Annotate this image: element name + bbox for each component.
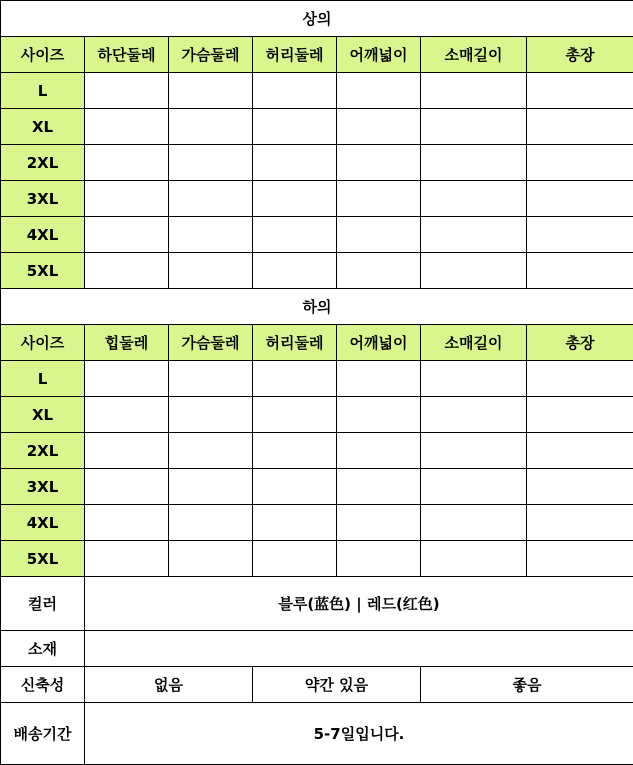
bottom-row-4xl — [1, 505, 633, 541]
bottom-cell — [421, 361, 527, 397]
bottom-header-sleeve: 소매길이 — [421, 325, 527, 361]
bottom-cell — [337, 433, 421, 469]
stretch-label: 신축성 — [1, 667, 85, 703]
top-cell — [527, 145, 633, 181]
top-cell — [253, 217, 337, 253]
top-header-size: 사이즈 — [1, 37, 85, 73]
bottom-row-xl — [1, 397, 633, 433]
bottom-cell — [337, 469, 421, 505]
top-cell — [527, 109, 633, 145]
bottom-cell — [527, 361, 633, 397]
bottom-cell — [527, 469, 633, 505]
bottom-section-title-row — [1, 289, 633, 325]
top-cell — [337, 73, 421, 109]
top-header-waist: 허리둘레 — [253, 37, 337, 73]
bottom-size-label: 4XL — [1, 505, 85, 541]
top-cell — [169, 253, 253, 289]
bottom-size-label: 2XL — [1, 433, 85, 469]
bottom-size-label: 5XL — [1, 541, 85, 577]
top-cell — [85, 253, 169, 289]
top-cell — [253, 109, 337, 145]
top-row-4xl — [1, 217, 633, 253]
bottom-row-2xl — [1, 433, 633, 469]
color-row — [1, 577, 633, 631]
bottom-cell — [527, 397, 633, 433]
bottom-header-waist: 허리둘레 — [253, 325, 337, 361]
bottom-cell — [421, 433, 527, 469]
top-cell — [421, 109, 527, 145]
top-cell — [527, 181, 633, 217]
top-section-title-row — [1, 1, 633, 37]
top-size-label: L — [1, 73, 85, 109]
bottom-cell — [169, 505, 253, 541]
stretch-option-good: 좋음 — [421, 667, 633, 703]
top-cell — [85, 217, 169, 253]
top-header-length: 총장 — [527, 37, 633, 73]
top-size-label: 4XL — [1, 217, 85, 253]
bottom-cell — [85, 541, 169, 577]
bottom-cell — [253, 397, 337, 433]
top-cell — [421, 253, 527, 289]
top-cell — [421, 73, 527, 109]
bottom-cell — [527, 541, 633, 577]
top-cell — [253, 181, 337, 217]
bottom-cell — [421, 397, 527, 433]
bottom-cell — [169, 469, 253, 505]
bottom-cell — [253, 469, 337, 505]
top-row-3xl — [1, 181, 633, 217]
top-cell — [421, 217, 527, 253]
bottom-cell — [169, 541, 253, 577]
top-cell — [85, 73, 169, 109]
bottom-header-row — [1, 325, 633, 361]
shipping-row — [1, 703, 633, 765]
bottom-cell — [85, 361, 169, 397]
top-row-5xl — [1, 253, 633, 289]
bottom-row-5xl — [1, 541, 633, 577]
top-header-row — [1, 37, 633, 73]
bottom-size-label: XL — [1, 397, 85, 433]
bottom-cell — [337, 505, 421, 541]
bottom-cell — [169, 361, 253, 397]
top-cell — [169, 181, 253, 217]
bottom-row-l — [1, 361, 633, 397]
material-row — [1, 631, 633, 667]
top-row-2xl — [1, 145, 633, 181]
bottom-cell — [253, 541, 337, 577]
top-cell — [253, 73, 337, 109]
bottom-size-label: L — [1, 361, 85, 397]
top-size-label: 5XL — [1, 253, 85, 289]
top-size-label: XL — [1, 109, 85, 145]
top-cell — [527, 253, 633, 289]
bottom-cell — [253, 433, 337, 469]
shipping-label: 배송기간 — [1, 703, 85, 765]
bottom-cell — [85, 433, 169, 469]
top-cell — [85, 109, 169, 145]
top-cell — [421, 145, 527, 181]
top-cell — [85, 181, 169, 217]
top-cell — [253, 145, 337, 181]
top-cell — [169, 73, 253, 109]
bottom-cell — [85, 397, 169, 433]
bottom-cell — [421, 469, 527, 505]
top-cell — [169, 217, 253, 253]
bottom-header-size: 사이즈 — [1, 325, 85, 361]
bottom-cell — [337, 361, 421, 397]
top-row-xl — [1, 109, 633, 145]
top-cell — [169, 145, 253, 181]
bottom-header-shoulder: 어깨넓이 — [337, 325, 421, 361]
bottom-cell — [169, 397, 253, 433]
bottom-row-3xl — [1, 469, 633, 505]
top-cell — [169, 109, 253, 145]
top-cell — [337, 109, 421, 145]
bottom-cell — [527, 505, 633, 541]
top-row-l — [1, 73, 633, 109]
color-value: 블루(蓝色) | 레드(红色) — [85, 577, 633, 631]
stretch-option-slight: 약간 있음 — [253, 667, 421, 703]
shipping-value: 5-7일입니다. — [85, 703, 633, 765]
color-label: 컬러 — [1, 577, 85, 631]
top-header-chest: 가슴둘레 — [169, 37, 253, 73]
bottom-size-label: 3XL — [1, 469, 85, 505]
bottom-cell — [337, 397, 421, 433]
top-section-title: 상의 — [1, 1, 633, 37]
top-size-label: 3XL — [1, 181, 85, 217]
bottom-cell — [527, 433, 633, 469]
bottom-cell — [85, 469, 169, 505]
bottom-cell — [421, 541, 527, 577]
stretch-row — [1, 667, 633, 703]
bottom-header-chest: 가슴둘레 — [169, 325, 253, 361]
top-cell — [85, 145, 169, 181]
top-cell — [527, 217, 633, 253]
top-cell — [421, 181, 527, 217]
top-cell — [527, 73, 633, 109]
bottom-cell — [85, 505, 169, 541]
bottom-section-title: 하의 — [1, 289, 633, 325]
top-cell — [337, 217, 421, 253]
top-cell — [253, 253, 337, 289]
bottom-cell — [169, 433, 253, 469]
top-cell — [337, 181, 421, 217]
bottom-cell — [253, 361, 337, 397]
bottom-cell — [253, 505, 337, 541]
bottom-cell — [337, 541, 421, 577]
bottom-header-hip: 힙둘레 — [85, 325, 169, 361]
bottom-header-length: 총장 — [527, 325, 633, 361]
material-label: 소재 — [1, 631, 85, 667]
top-header-shoulder: 어깨넓이 — [337, 37, 421, 73]
top-header-hem: 하단둘레 — [85, 37, 169, 73]
top-cell — [337, 253, 421, 289]
top-size-label: 2XL — [1, 145, 85, 181]
material-value — [85, 631, 633, 667]
stretch-option-none: 없음 — [85, 667, 253, 703]
top-cell — [337, 145, 421, 181]
bottom-cell — [421, 505, 527, 541]
top-header-sleeve: 소매길이 — [421, 37, 527, 73]
